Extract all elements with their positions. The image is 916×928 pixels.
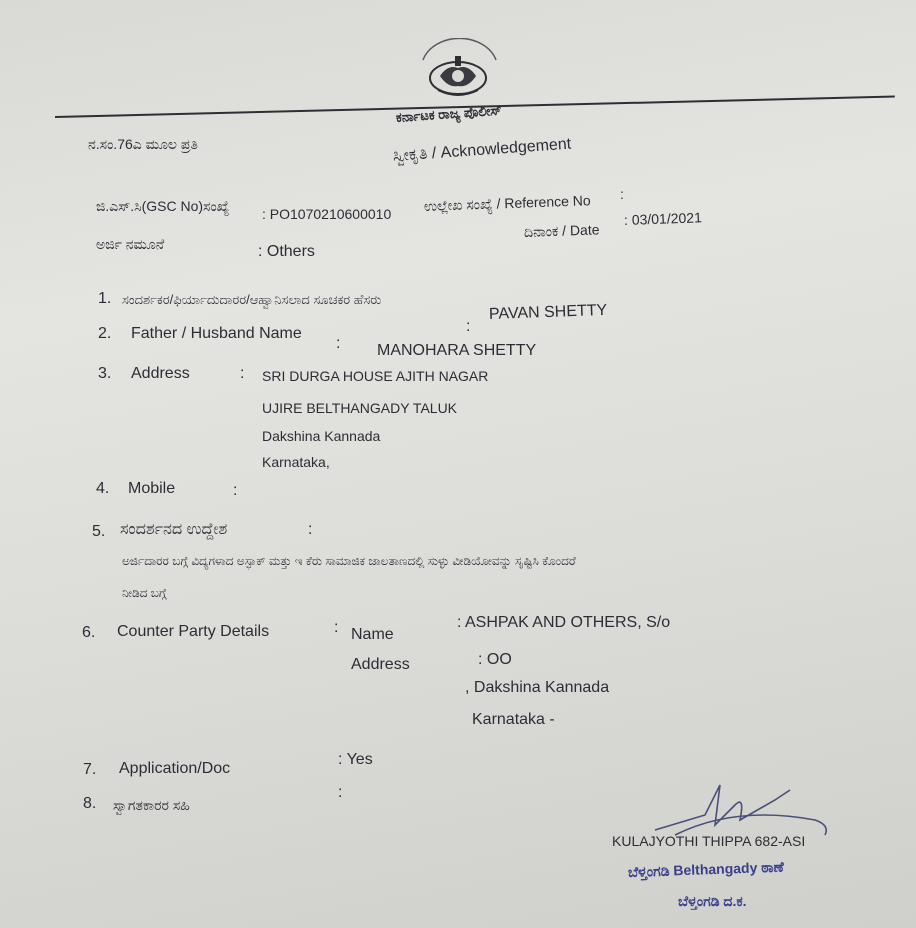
gsc-label: ಜಿ.ಎಸ್.ಸಿ(GSC No)ಸಂಖ್ಯೆ [96, 198, 230, 214]
field-label: Father / Husband Name [131, 325, 302, 342]
document-title: ಸ್ವೀಕೃತಿ / Acknowledgement [392, 135, 572, 165]
field-label: Mobile [128, 480, 176, 497]
counter-party-address-label: Address [351, 656, 410, 673]
reference-label: ಉಲ್ಲೇಖ ಸಂಖ್ಯೆ / Reference No [423, 192, 591, 214]
purpose-line: ಅರ್ಜಿದಾರರ ಬಗ್ಗೆ ವಿದ್ಯಗಳಾದ ಅಸ್ಫಾಕ್ ಮತ್ತು ಇ ಕೆರು ಸಾಮಾಜಿಕ ಜಾಲತಾಣದಲ್ಲಿ ಸುಳ್ಳು ವೀಡಿಯೋವನ್ನು ಸೃಷ್ಟಿಸಿ ಕೊಂದರೆ [122, 554, 576, 568]
address-line: Dakshina Kannada [262, 428, 381, 444]
field-value: : Yes [338, 751, 373, 768]
counter-party-address-line: , Dakshina Kannada [465, 679, 610, 696]
field-colon: : [240, 365, 245, 382]
field-number: 4. [96, 480, 110, 497]
field-colon: : [334, 619, 339, 636]
gsc-value: : PO1070210600010 [262, 206, 392, 222]
field-label: ಸ್ವಾಗತಕಾರರ ಸಹಿ [113, 797, 190, 813]
police-emblem-icon [408, 38, 508, 102]
field-number: 1. [98, 290, 112, 307]
field-label: Application/Doc [119, 760, 231, 777]
field-label: Address [131, 365, 190, 382]
field-colon: : [338, 784, 343, 801]
officer-name: KULAJYOTHI THIPPA 682-ASI [612, 833, 806, 849]
date-label: ದಿನಾಂಕ / Date [523, 221, 600, 240]
field-value: PAVAN SHETTY [488, 301, 608, 323]
field-label: ಸಂದರ್ಶನದ ಉದ್ದೇಶ [120, 521, 228, 538]
address-line: UJIRE BELTHANGADY TALUK [262, 400, 458, 416]
counter-party-name-value: : ASHPAK AND OTHERS, S/o [457, 614, 671, 631]
address-line: Karnataka, [262, 454, 330, 470]
application-type-value: : Others [258, 243, 315, 260]
field-colon: : [466, 318, 471, 335]
purpose-line: ನೀಡಿದ ಬಗ್ಗೆ [122, 586, 167, 600]
field-number: 6. [82, 624, 96, 641]
field-colon: : [308, 521, 313, 538]
field-number: 5. [92, 523, 106, 540]
counter-party-address-line: Karnataka - [472, 711, 555, 728]
field-number: 8. [83, 795, 97, 812]
address-line: SRI DURGA HOUSE AJITH NAGAR [262, 368, 489, 384]
field-number: 2. [98, 325, 112, 342]
application-type-label: ಅರ್ಜಿ ನಮೂನೆ [96, 236, 165, 252]
date-value: : 03/01/2021 [623, 209, 703, 228]
field-label: Counter Party Details [117, 623, 270, 640]
field-colon: : [336, 335, 341, 352]
stamp-line: ಬೆಳ್ತಂಗಡಿ ದ.ಕ. [678, 893, 747, 909]
counter-party-address-line: : OO [478, 651, 512, 668]
form-number: ನ.ಸಂ.76ಎ ಮೂಲ ಪ್ರತಿ [88, 136, 198, 152]
field-number: 7. [83, 761, 97, 778]
field-value: MANOHARA SHETTY [377, 342, 537, 359]
counter-party-name-label: Name [351, 626, 394, 643]
field-number: 3. [98, 365, 112, 382]
field-label: ಸಂದರ್ಶಕರ/ಫಿರ್ಯಾದುದಾರರ/ಆಹ್ವಾನಿಸಲಾದ ಸೂಚಕರ ಹೆಸರು [122, 292, 382, 307]
field-colon: : [233, 482, 238, 499]
department-name: ಕರ್ನಾಟಕ ರಾಜ್ಯ ಪೊಲೀಸ್ [395, 102, 502, 125]
reference-colon: : [620, 186, 624, 202]
stamp-line: ಬೆಳ್ತಂಗಡಿ Belthangady ಠಾಣೆ [627, 858, 785, 880]
